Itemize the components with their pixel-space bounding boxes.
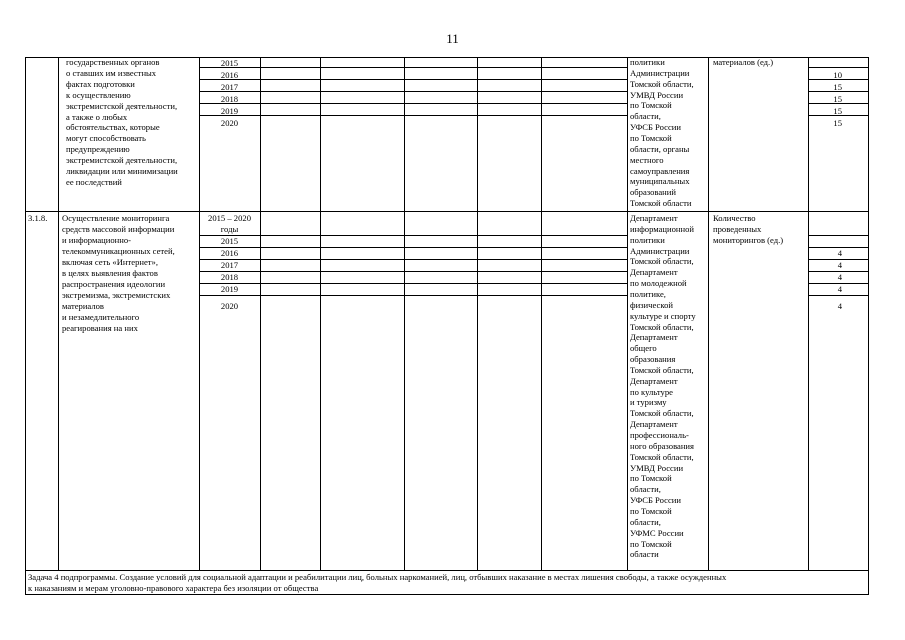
- row2-value: 4: [837, 248, 842, 258]
- value-line-row2-5: [808, 295, 868, 296]
- row2-year: 2019: [220, 284, 239, 294]
- row1-year: 2017: [220, 82, 239, 92]
- row2-value: 4: [837, 260, 842, 270]
- row2-executor-line: политике,: [630, 288, 666, 299]
- row2-executor-line: по Томской: [630, 505, 672, 516]
- row1-executor-line: УФСБ России: [630, 122, 681, 133]
- row2-value: 4: [837, 272, 842, 282]
- column-divider-4: [320, 57, 321, 570]
- row1-executor-line: муниципальных: [630, 176, 690, 187]
- column-divider-9: [708, 57, 709, 570]
- year-line-row2-4: [199, 283, 627, 284]
- year-line-row1-0: [199, 67, 627, 68]
- column-divider-5: [404, 57, 405, 570]
- row2-description-line: материалов: [62, 300, 104, 311]
- row2-executor-line: УФМС России: [630, 527, 684, 538]
- row2-value: 4: [837, 284, 842, 294]
- year-line-row2-1: [199, 247, 627, 248]
- row2-executor-line: Департамент: [630, 213, 678, 223]
- year-line-row1-4: [199, 115, 627, 116]
- row1-value: 15: [833, 94, 842, 104]
- row2-executor-line: общего: [630, 343, 657, 354]
- row1-executor-line: по Томской: [630, 132, 672, 143]
- row1-description-line: о ставших им известных: [66, 67, 157, 78]
- row2-year: 2018: [220, 272, 239, 282]
- row1-year: 2018: [220, 94, 239, 104]
- row2-indicator-line: Количество: [713, 213, 756, 223]
- row2-executor-line: Томской области,: [630, 364, 694, 375]
- row2-description-line: и информационно-: [62, 234, 132, 245]
- row2-executor-line: и туризму: [630, 397, 667, 408]
- row2-executor-line: Томской области,: [630, 408, 694, 419]
- row2-executor-line: профессиональ-: [630, 430, 689, 440]
- row2-description-line: распространения идеологии: [62, 278, 166, 289]
- row1-executor-line: УМВД России: [630, 89, 684, 100]
- row2-period-line: 2015 – 2020: [208, 213, 251, 223]
- column-divider-10: [808, 57, 809, 570]
- row1-description-line: экстремистской деятельности,: [66, 155, 178, 166]
- page-number: 11: [446, 31, 459, 46]
- task4-line: к наказаниям и мерам уголовно-правового характера без изоляции от общества: [28, 582, 319, 593]
- row1-year: 2019: [220, 106, 239, 116]
- row1-indicator-line: материалов (ед.): [713, 57, 774, 67]
- row2-executor-line: политики: [630, 234, 665, 245]
- row1-description-line: а также о любых: [66, 111, 128, 122]
- row1-description-line: могут способствовать: [66, 133, 146, 144]
- row2-description-line: телекоммуникационных сетей,: [62, 245, 175, 256]
- row-separator: [25, 211, 869, 212]
- row2-executor-line: образования: [630, 354, 676, 365]
- table-bottom-border: [25, 594, 869, 595]
- row2-executor-line: по Томской: [630, 538, 672, 549]
- row1-value: 15: [833, 106, 842, 116]
- row1-description-line: ее последствий: [66, 176, 122, 187]
- row1-executor-line: образований: [630, 187, 676, 198]
- row2-indicator-line: мониторингов (ед.): [713, 234, 784, 245]
- year-line-row2-2: [199, 259, 627, 260]
- row1-description-line: предупреждению: [66, 144, 130, 155]
- row2-executor-line: Томской области,: [630, 321, 694, 332]
- row1-value: 10: [833, 70, 842, 80]
- row2-executor-line: Томской области,: [630, 451, 694, 462]
- row2-description-line: реагирования на них: [62, 322, 138, 333]
- row2-executor-line: по культуре: [630, 386, 673, 397]
- row1-description-line: фактах подготовки: [66, 78, 135, 89]
- row2-year: 2015: [220, 236, 239, 246]
- row1-value: 15: [833, 118, 842, 128]
- row2-period-line: годы: [220, 224, 239, 234]
- row1-executor-line: области,: [630, 111, 661, 122]
- row2-executor-line: Департамент: [630, 267, 678, 278]
- column-divider-1: [58, 57, 59, 570]
- row1-description-line: к осуществлению: [66, 89, 131, 100]
- row2-indicator-line: проведенных: [713, 223, 762, 234]
- year-line-row2-5: [199, 295, 627, 296]
- row1-description-line: экстремистской деятельности,: [66, 100, 178, 111]
- row2-executor-line: по молодежной: [630, 278, 687, 289]
- row1-executor-line: Томской области: [630, 198, 692, 209]
- row1-executor-line: по Томской: [630, 100, 672, 111]
- row2-executor-line: физической: [630, 299, 673, 310]
- column-divider-7: [541, 57, 542, 570]
- row2-executor-line: области,: [630, 516, 661, 527]
- row1-executor-line: Томской области,: [630, 78, 694, 89]
- row2-year: 2016: [220, 248, 239, 258]
- value-line-row2-0: [808, 235, 868, 236]
- row2-executor-line: Департамент: [630, 332, 678, 343]
- row1-value: 15: [833, 82, 842, 92]
- year-line-row1-3: [199, 103, 627, 104]
- value-line-row1-0: [808, 67, 868, 68]
- table-right-border: [868, 57, 869, 594]
- year-line-row2-0: [199, 235, 627, 236]
- column-divider-2: [199, 57, 200, 570]
- row2-executor-line: Томской области,: [630, 256, 694, 267]
- row1-executor-line: местного: [630, 154, 664, 165]
- row1-year: 2015: [220, 58, 239, 68]
- row2-executor-line: ного образования: [630, 440, 694, 451]
- row2-description-line: Осуществление мониторинга: [62, 213, 170, 223]
- row2-executor-line: УФСБ России: [630, 495, 681, 506]
- row1-executor-line: политики: [630, 57, 665, 67]
- row2-description-line: и незамедлительного: [62, 311, 140, 322]
- row2-executor-line: области: [630, 549, 659, 560]
- row1-year: 2016: [220, 70, 239, 80]
- row2-executor-line: области,: [630, 484, 661, 495]
- row1-description-line: обстоятельствах, которые: [66, 122, 160, 133]
- year-line-row1-1: [199, 79, 627, 80]
- row2-executor-line: УМВД России: [630, 462, 684, 473]
- year-line-row2-3: [199, 271, 627, 272]
- table-left-border: [25, 57, 26, 594]
- year-line-row1-2: [199, 91, 627, 92]
- row2-executor-line: Администрации: [630, 245, 690, 256]
- row2-executor-line: по Томской: [630, 473, 672, 484]
- row2-year: 2017: [220, 260, 239, 270]
- row2-description-line: включая сеть «Интернет»,: [62, 256, 158, 267]
- row2-description-line: в целях выявления фактов: [62, 267, 158, 278]
- column-divider-3: [260, 57, 261, 570]
- row2-executor-line: культуре и спорту: [630, 310, 696, 321]
- row2-executor-line: информационной: [630, 223, 695, 234]
- row2-value: 4: [837, 301, 842, 311]
- column-divider-8: [627, 57, 628, 570]
- row2-year: 2020: [220, 301, 239, 311]
- row1-year: 2020: [220, 118, 239, 128]
- task-row-top-border: [25, 570, 869, 571]
- column-divider-6: [477, 57, 478, 570]
- row1-executor-line: области, органы: [630, 143, 690, 154]
- row1-description-line: государственных органов: [66, 57, 160, 67]
- row2-description-line: экстремизма, экстремистских: [62, 289, 171, 300]
- row1-executor-line: Администрации: [630, 67, 690, 78]
- row1-executor-line: самоуправления: [630, 165, 690, 176]
- row2-executor-line: Департамент: [630, 375, 678, 386]
- row2-description-line: средств массовой информации: [62, 223, 175, 234]
- row2-number: 3.1.8.: [28, 213, 48, 223]
- row2-executor-line: Департамент: [630, 419, 678, 430]
- task4-line: Задача 4 подпрограммы. Создание условий для социальной адаптации и реабилитации лиц, больных наркоманией, лиц, отбывших наказание в местах лишения свободы, а также осужденных: [28, 572, 727, 582]
- row1-description-line: ликвидации или минимизации: [66, 166, 178, 176]
